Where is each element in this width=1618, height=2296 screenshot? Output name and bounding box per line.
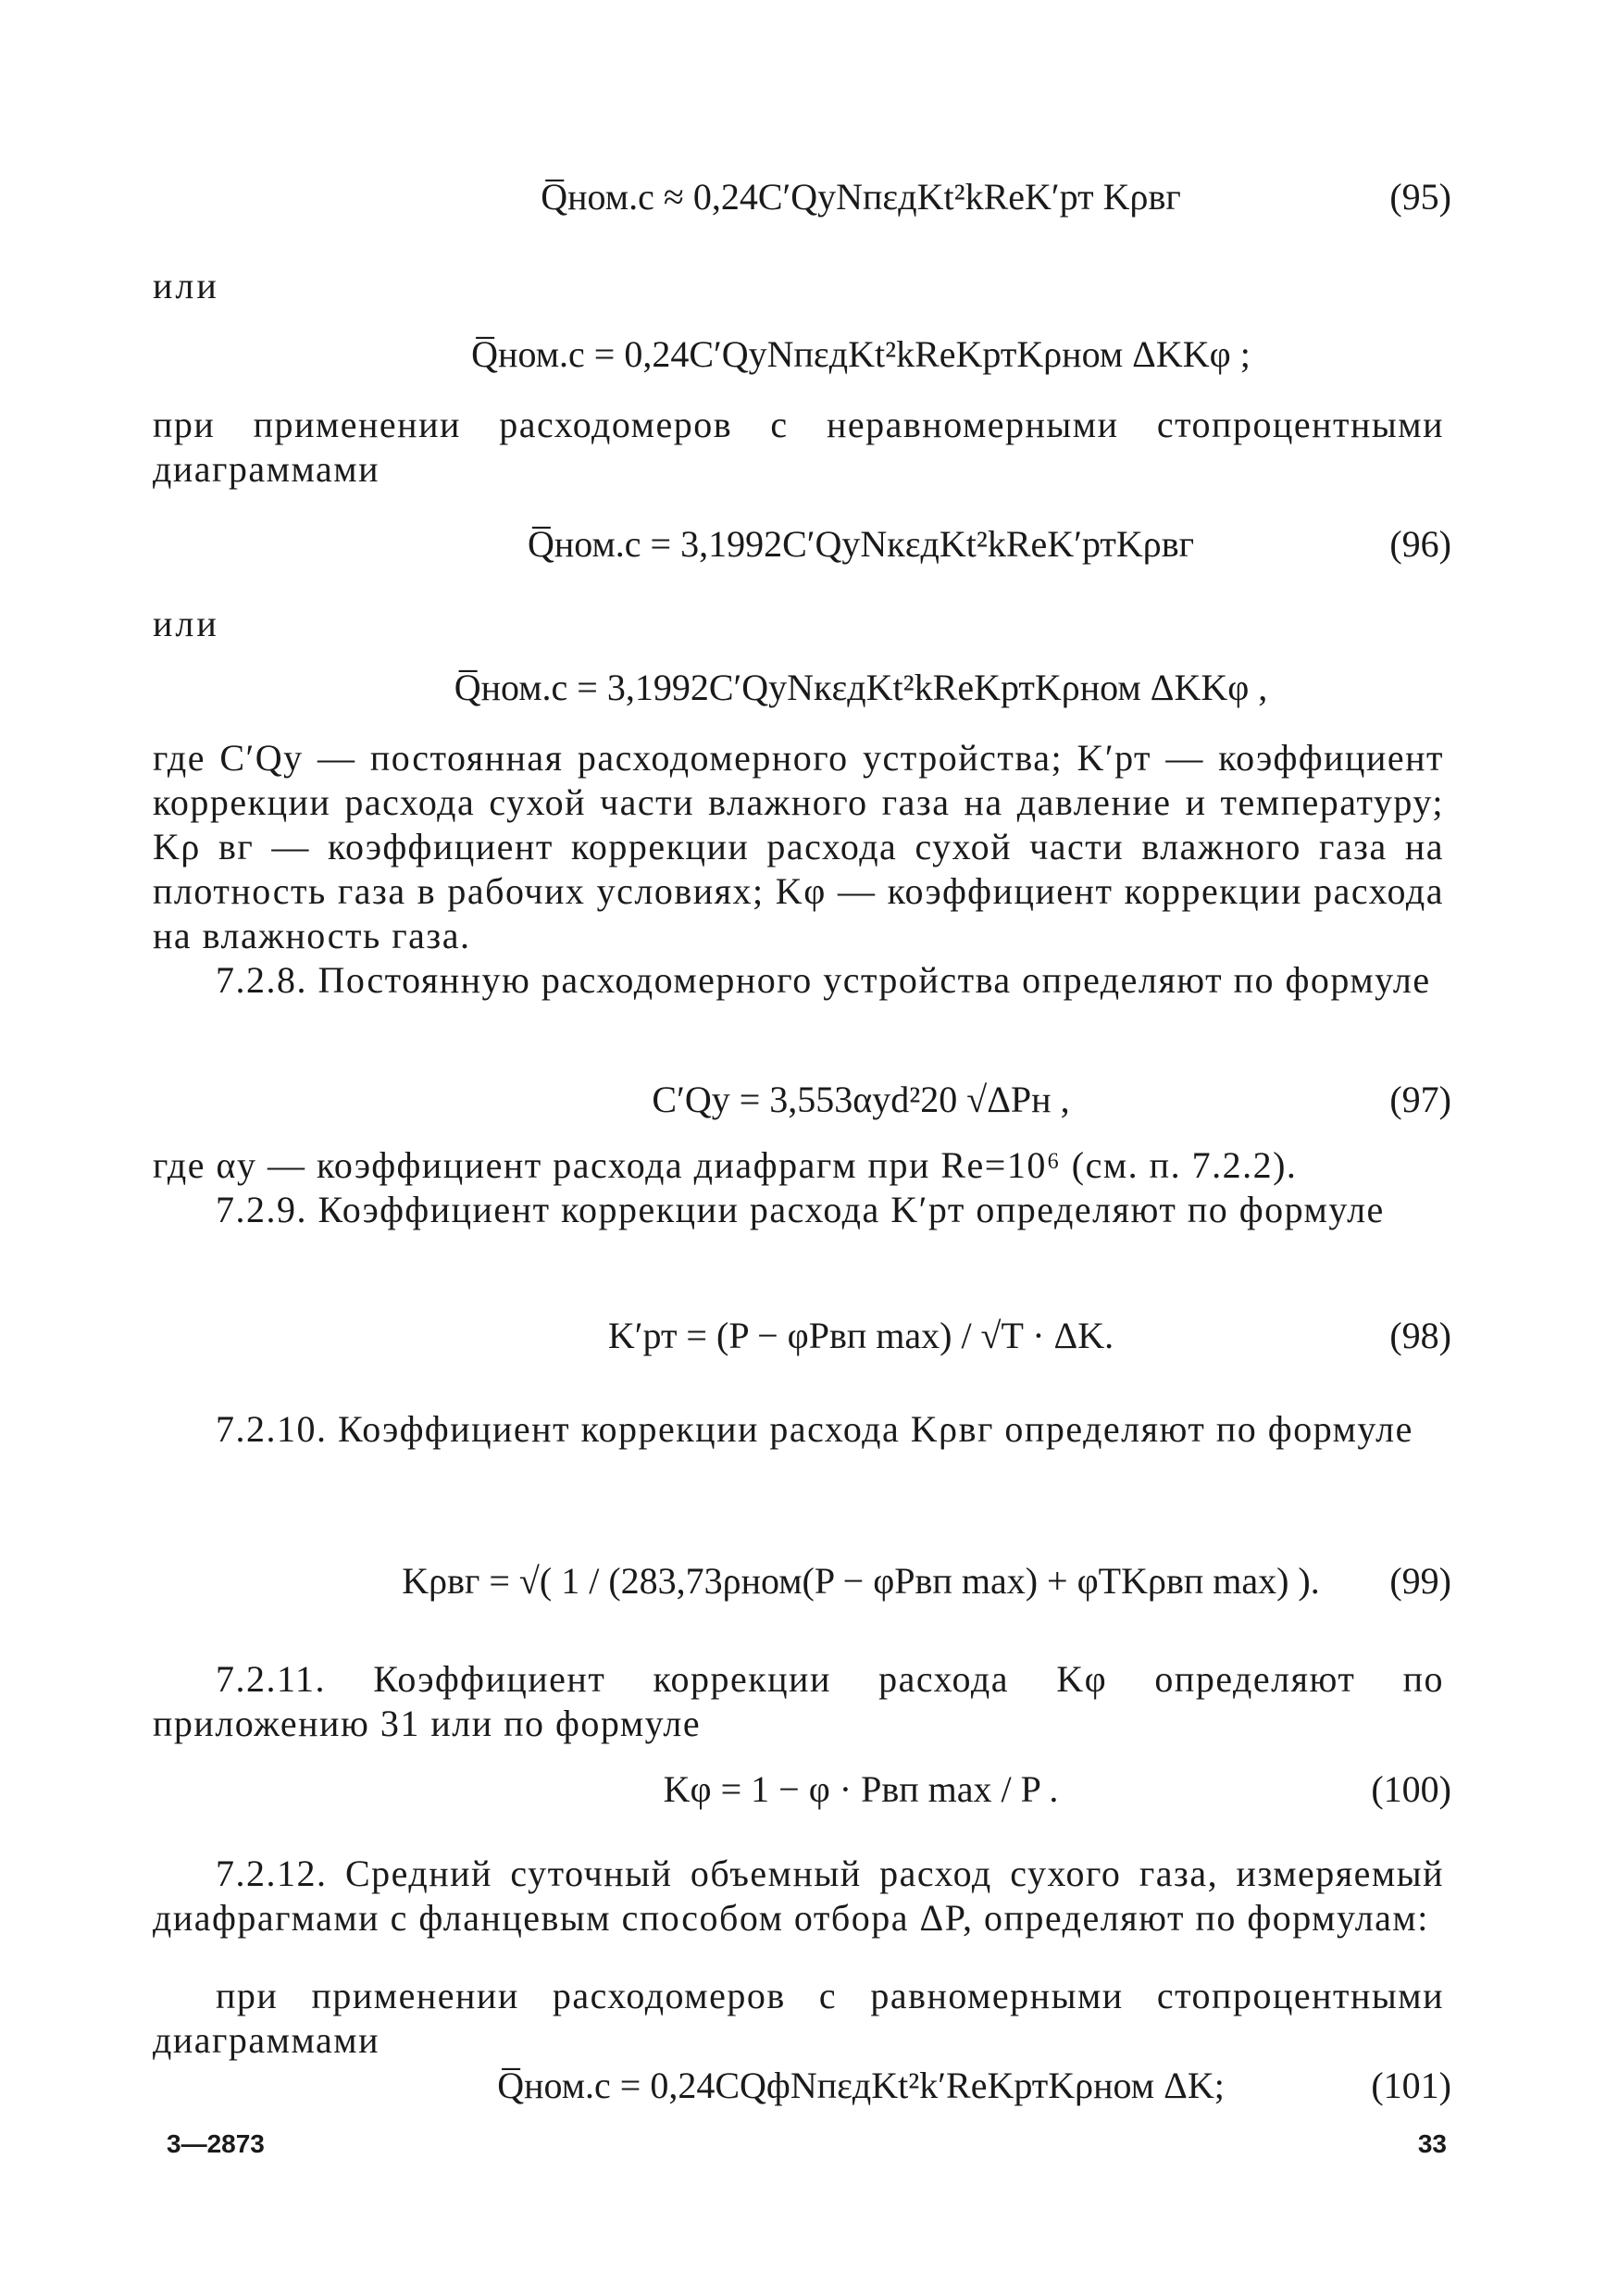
word-ili-2: или bbox=[153, 603, 219, 644]
formula-number-100: (100) bbox=[1371, 1768, 1451, 1810]
formula-number-101: (101) bbox=[1371, 2065, 1451, 2106]
formula-number-95: (95) bbox=[1389, 176, 1451, 218]
paragraph-7-2-12: 7.2.12. Средний суточный объемный расход сухого газа, измеряемый диафрагмами с фланцевым способом отбора ΔP, определяют по формулам: bbox=[153, 1853, 1444, 1939]
paragraph-alpha-definition: где αу — коэффициент расхода диафрагм при Re=10⁶ (см. п. 7.2.2). bbox=[153, 1144, 1298, 1186]
paragraph-7-2-9: 7.2.9. Коэффициент коррекции расхода K′рт определяют по формуле bbox=[216, 1189, 1385, 1230]
paragraph-7-2-11: 7.2.11. Коэффициент коррекции расхода Kφ определяют по приложению 31 или по формуле bbox=[153, 1658, 1444, 1744]
formula-number-99: (99) bbox=[1389, 1560, 1451, 1602]
formula-number-96: (96) bbox=[1389, 523, 1451, 565]
footer-signature: 3—2873 bbox=[167, 2129, 265, 2158]
formula-96b: Q̅ном.с = 3,1992C′QуNкεдKt²kReKртKρном ΔKKφ , bbox=[454, 667, 1268, 708]
paragraph-nonuniform-diagrams: при применении расходомеров с неравномерными стопроцентными диаграммами bbox=[153, 404, 1444, 490]
paragraph-uniform-diagrams: при применении расходомеров с равномерными стопроцентными диаграммами bbox=[153, 1975, 1444, 2061]
paragraph-7-2-10: 7.2.10. Коэффициент коррекции расхода Kρвг определяют по формуле bbox=[216, 1408, 1413, 1450]
formula-98: K′рт = (P − φPвп max) / √T · ΔK. bbox=[607, 1315, 1114, 1356]
formula-96: Q̅ном.с = 3,1992C′QуNкεдKt²kReK′ртKρвг bbox=[527, 523, 1195, 565]
page-number: 33 bbox=[1417, 2129, 1447, 2158]
word-ili-1: или bbox=[153, 265, 219, 306]
paragraph-7-2-8: 7.2.8. Постоянную расходомерного устройства определяют по формуле bbox=[216, 959, 1431, 1001]
formula-95: Q̅ном.с ≈ 0,24C′QуNпεдKt²kReK′рт Kρвг bbox=[541, 176, 1181, 218]
formula-95b: Q̅ном.с = 0,24C′QуNпεдKt²kReKртKρном ΔKKφ ; bbox=[471, 333, 1251, 375]
paragraph-definitions: где C′Qу — постоянная расходомерного устройства; K′рт — коэффициент коррекции расхода сухой части влажного газа на давление и температуру; Kρ вг — коэффициент коррекции расхода сухой части влажного газа на плотность газа в рабочих условиях; Kφ — коэффициент коррекции расхода на влажность газа. bbox=[153, 737, 1444, 956]
formula-number-97: (97) bbox=[1389, 1079, 1451, 1120]
formula-101: Q̅ном.с = 0,24CQфNпεдKt²k′ReKртKρном ΔK; bbox=[497, 2065, 1225, 2106]
formula-number-98: (98) bbox=[1389, 1315, 1451, 1356]
formula-99: Kρвг = √( 1 / (283,73ρном(P − φPвп max) + φTKρвп max) ). bbox=[402, 1560, 1320, 1602]
formula-100: Kφ = 1 − φ · Pвп max / P . bbox=[663, 1768, 1059, 1810]
formula-97: C′Qу = 3,553αуd²20 √ΔPн , bbox=[652, 1079, 1070, 1120]
